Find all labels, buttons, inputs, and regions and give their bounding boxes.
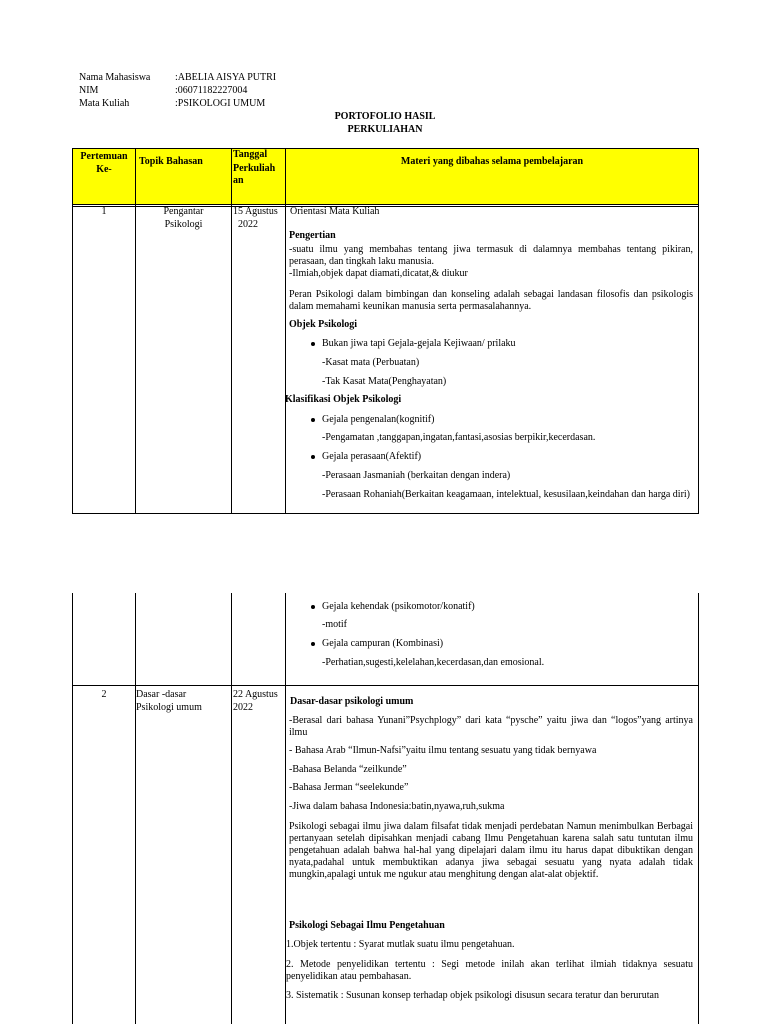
row1-orientation: Orientasi Mata Kuliah [290, 206, 380, 217]
name-value: :ABELIA AISYA PUTRI [175, 72, 277, 83]
row1cont-bullet1: Gejala kehendak (psikomotor/konatif) [322, 601, 475, 612]
row1-k-sub3: -Perasaan Rohaniah(Berkaitan keagamaan, intelektual, kesusilaan,keindahan dan harga diri) [322, 489, 691, 500]
row2-line5: -Jiwa dalam bahasa Indonesia:batin,nyawa,ruh,sukma [289, 801, 505, 812]
row1-klasifikasi-heading: Klasifikasi Objek Psikologi [285, 394, 402, 405]
row1-topic-line2: Psikologi [164, 219, 203, 230]
header-an: an [233, 175, 244, 186]
bullet-icon [311, 605, 315, 609]
row1-objek-bullet: Bukan jiwa tapi Gejala-gejala Kejiwaan/ prilaku [322, 338, 516, 349]
header-materi: Materi yang dibahas selama pembelajaran [400, 156, 584, 167]
row1-number: 1 [101, 206, 107, 217]
row2-line3: -Bahasa Belanda “zeilkunde” [289, 764, 407, 775]
header-pertemuan: Pertemuan [80, 151, 128, 162]
name-label: Nama Mahasiswa [79, 72, 151, 83]
row1-k-sub1: -Pengamatan ,tanggapan,ingatan,fantasi,asosias berpikir,kecerdasan. [322, 432, 596, 443]
row2-point2: 2. Metode penyelidikan tertentu : Segi metode inilah akan terlihat ilmiah tidaknya sesuatu penyelidikan atau pembahasan. [286, 959, 693, 982]
row2-point1: 1.Objek tertentu : Syarat mutlak suatu ilmu pengetahuan. [286, 939, 515, 950]
row1cont-sub2: -Perhatian,sugesti,kelelahan,kecerdasan,dan emosional. [322, 657, 545, 668]
row1-k-sub2: -Perasaan Jasmaniah (berkaitan dengan indera) [322, 470, 511, 481]
bullet-icon [311, 455, 315, 459]
bullet-icon [311, 418, 315, 422]
row2-paragraph: Psikologi sebagai ilmu jiwa dalam filsafat tidak menjadi perdebatan Namun menimbulkan Berbagai pertanyaan setelah dipisahkan menjadi cabang Ilmu Pengetahuan karena salah satu tuntutan ilmu pengetahuan adalah bahwa hal-hal yang dipelajari dalam ilmu itu harus dapat dibuktikan dengan nyata,padahal untuk membuktikan adanya jiwa sebagai sesuatu yang nyata adalah tidak mungkin,apalagi untuk me ngukur atau menghitung dengan alat-alat objektif. [289, 821, 693, 880]
row1cont-bullet2: Gejala campuran (Kombinasi) [322, 638, 444, 649]
row2-sub-heading: Psikologi Sebagai Ilmu Pengetahuan [289, 920, 445, 931]
row2-line2: - Bahasa Arab “Ilmun-Nafsi”yaitu ilmu tentang sesuatu yang tidak bernyawa [289, 745, 597, 756]
row1-k-bullet2: Gejala perasaan(Afektif) [322, 451, 422, 462]
doc-title-line2: PERKULIAHAN [347, 124, 423, 135]
row1-pengertian-heading: Pengertian [289, 230, 336, 241]
row1-topic-line1: Pengantar [163, 206, 204, 217]
row1-objek-heading: Objek Psikologi [289, 319, 358, 330]
course-value: :PSIKOLOGI UMUM [175, 98, 266, 109]
header-ke: Ke- [96, 164, 112, 175]
row1-objek-sub2: -Tak Kasat Mata(Penghayatan) [322, 376, 447, 387]
header-tanggal: Tanggal [233, 149, 268, 160]
row2-topic-line2: Psikologi umum [136, 702, 202, 713]
row2-date-line1: 22 Agustus [233, 689, 278, 700]
nim-label: NIM [79, 85, 99, 96]
row1-date-line1: 15 Agustus [233, 206, 278, 217]
row1cont-sub1: -motif [322, 619, 347, 630]
row1-pengertian-2: -Ilmiah,objek dapat diamati,dicatat,& diukur [289, 268, 468, 279]
row1-k-bullet1: Gejala pengenalan(kognitif) [322, 414, 435, 425]
bullet-icon [311, 342, 315, 346]
doc-title-line1: PORTOFOLIO HASIL [334, 111, 436, 122]
row1-pengertian-1: -suatu ilmu yang membahas tentang jiwa termasuk di dalamnya membahas tentang pikiran, perasaan, dan tingkah laku manusia. [289, 244, 693, 267]
bullet-icon [311, 642, 315, 646]
row2-topic-line1: Dasar -dasar [136, 689, 187, 700]
row1-date-line2: 2022 [238, 219, 258, 230]
header-perkuliah: Perkuliah [233, 163, 276, 174]
row2-number: 2 [101, 689, 107, 700]
header-topik: Topik Bahasan [139, 156, 203, 167]
row1-peran: Peran Psikologi dalam bimbingan dan konseling adalah sebagai landasan filosofis dan psikologis dalam memahami keunikan manusia serta permasalahannya. [289, 289, 693, 312]
row2-heading: Dasar-dasar psikologi umum [290, 696, 414, 707]
row2-line1: -Berasal dari bahasa Yunani”Psychplogy” dari kata “pysche” yaitu jiwa dan “logos”yang artinya ilmu [289, 715, 693, 738]
nim-value: :06071182227004 [175, 85, 248, 96]
row1-objek-sub1: -Kasat mata (Perbuatan) [322, 357, 420, 368]
row2-date-line2: 2022 [233, 702, 253, 713]
row2-line4: -Bahasa Jerman “seelekunde” [289, 782, 409, 793]
course-label: Mata Kuliah [79, 98, 130, 109]
row2-point3: 3. Sistematik : Susunan konsep terhadap objek psikologi disusun secara teratur dan berurutan [286, 990, 659, 1001]
